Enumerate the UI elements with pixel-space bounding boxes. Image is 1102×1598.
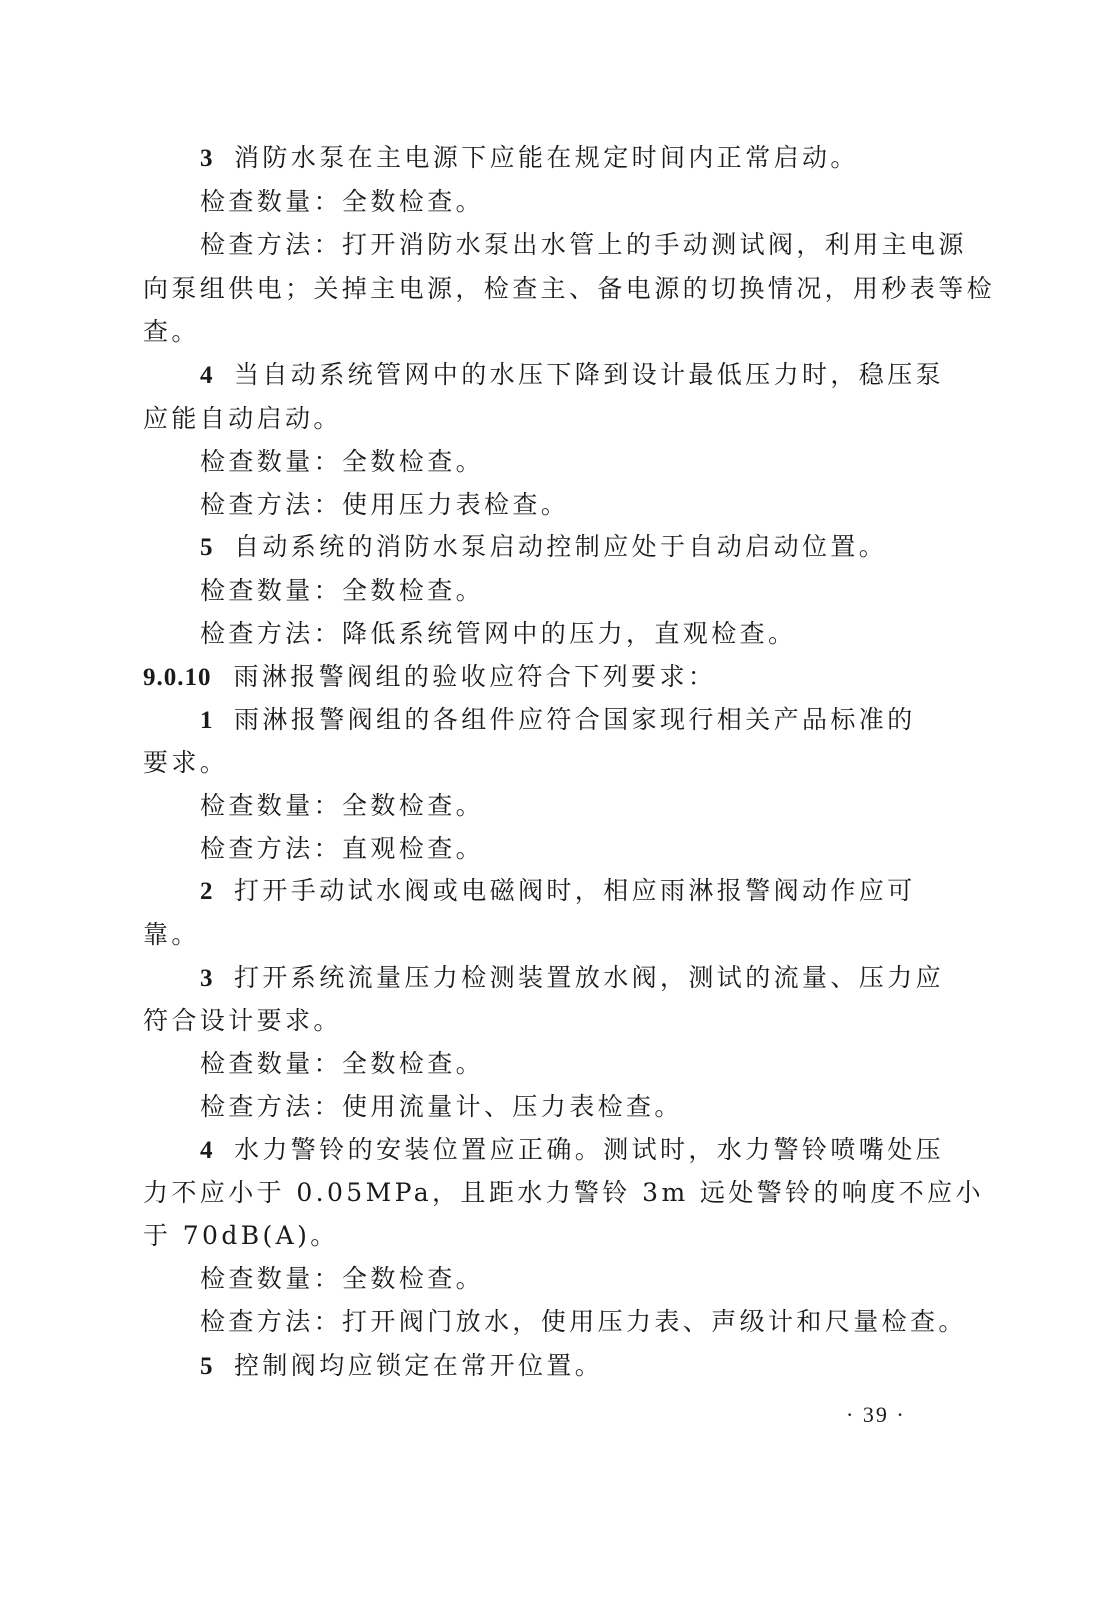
check-method-line: 检查方法：打开消防水泵出水管上的手动测试阀，利用主电源 <box>200 230 967 259</box>
text-line: 向泵组供电；关掉主电源，检查主、备电源的切换情况，用秒表等检 <box>143 274 996 303</box>
item-number: 1 <box>200 707 213 734</box>
line-text: 打开手动试水阀或电磁阀时，相应雨淋报警阀动作应可 <box>234 876 916 905</box>
check-quantity-line: 检查数量：全数检查。 <box>200 447 485 476</box>
line-text: 自动系统的消防水泵启动控制应处于自动启动位置。 <box>234 532 888 561</box>
item-number: 5 <box>200 534 213 561</box>
item-line <box>200 703 943 738</box>
text-line: 应能自动启动。 <box>143 404 342 433</box>
item-line <box>200 1349 943 1384</box>
item-line <box>200 530 943 565</box>
check-method-line: 检查方法：直观检查。 <box>200 834 485 863</box>
text-line: 靠。 <box>143 920 200 949</box>
item-line <box>200 358 943 393</box>
text-line: 符合设计要求。 <box>143 1006 342 1035</box>
text-line: 于 70dB(A)。 <box>143 1221 339 1250</box>
text-line: 要求。 <box>143 748 229 777</box>
line-text: 打开系统流量压力检测装置放水阀，测试的流量、压力应 <box>234 963 945 992</box>
text-line: 查。 <box>143 317 200 346</box>
item-line <box>200 874 943 909</box>
line-text: 当自动系统管网中的水压下降到设计最低压力时，稳压泵 <box>234 360 945 389</box>
check-quantity-line: 检查数量：全数检查。 <box>200 791 485 820</box>
check-method-line: 检查方法：打开阀门放水，使用压力表、声级计和尺量检查。 <box>200 1307 967 1336</box>
item-number: 3 <box>200 145 213 172</box>
clause-heading <box>143 660 943 695</box>
item-number: 5 <box>200 1353 213 1380</box>
check-method-line: 检查方法：使用压力表检查。 <box>200 490 570 519</box>
page-number: · 39 · <box>846 1402 906 1427</box>
check-quantity-line: 检查数量：全数检查。 <box>200 1264 485 1293</box>
check-quantity-line: 检查数量：全数检查。 <box>200 576 485 605</box>
item-line <box>200 141 943 176</box>
line-text: 雨淋报警阀组的各组件应符合国家现行相关产品标准的 <box>234 705 916 734</box>
check-quantity-line: 检查数量：全数检查。 <box>200 187 485 216</box>
item-line <box>200 1133 943 1168</box>
item-number: 3 <box>200 965 213 992</box>
line-text: 水力警铃的安装位置应正确。测试时，水力警铃喷嘴处压 <box>234 1135 945 1164</box>
check-method-line: 检查方法：降低系统管网中的压力，直观检查。 <box>200 619 797 648</box>
line-text: 消防水泵在主电源下应能在规定时间内正常启动。 <box>234 143 859 172</box>
item-number: 2 <box>200 878 213 905</box>
item-number: 4 <box>200 1137 213 1164</box>
check-method-line: 检查方法：使用流量计、压力表检查。 <box>200 1092 683 1121</box>
item-line <box>200 961 943 996</box>
item-number: 4 <box>200 362 213 389</box>
text-line: 力不应小于 0.05MPa，且距水力警铃 3m 远处警铃的响度不应小 <box>143 1178 984 1207</box>
clause-text: 雨淋报警阀组的验收应符合下列要求： <box>233 662 717 691</box>
check-quantity-line: 检查数量：全数检查。 <box>200 1049 485 1078</box>
line-text: 控制阀均应锁定在常开位置。 <box>234 1351 604 1380</box>
clause-number: 9.0.10 <box>143 664 212 691</box>
